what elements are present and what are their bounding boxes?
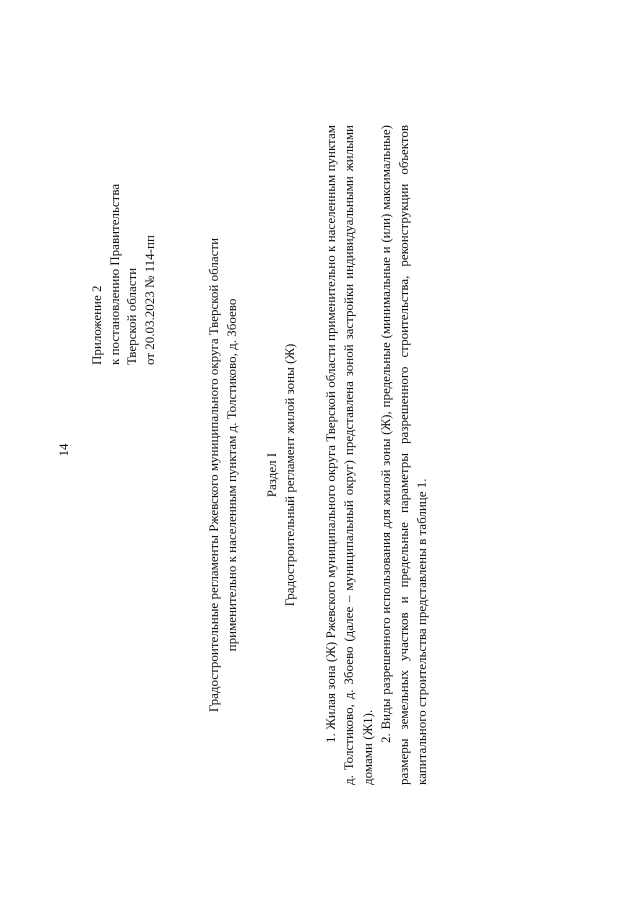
document-title: [205, 215, 241, 735]
paragraph-1: 1. Жилая зона (Ж) Ржевского муниципального округа Тверской области применительно к населенным пунктам д. Толстиково, д. Збоево (далее – муниципальный округ) представлена зоной застройки индивидуальными жилыми домами (Ж1).: [323, 125, 375, 785]
body-text: [322, 125, 432, 785]
appendix-line-4: от 20.03.2023 № 114-пп: [141, 235, 157, 365]
page-number: 14: [56, 443, 71, 457]
appendix-block: [88, 25, 158, 365]
appendix-line-1: Приложение 2: [89, 285, 104, 365]
title-line-1: Градостроительные регламенты Ржевского муниципального округа Тверской области: [206, 237, 221, 713]
paragraph-2: 2. Виды разрешенного использования для жилой зоны (Ж), предельные (минимальные и (или) максимальные) размеры земельных участков и предельные параметры разрешенного строительства, реконструкции объектов капитального строительства представлены в таблице 1.: [377, 125, 430, 785]
section-heading-block: [263, 215, 299, 735]
title-line-2: применительно к населенным пунктам д. Толстиково, д. Збоево: [224, 298, 239, 652]
appendix-line-3: Тверской области: [124, 267, 139, 365]
appendix-line-2: к постановлению Правительства: [106, 183, 122, 365]
section-subheading: Градостроительный регламент жилой зоны (Ж): [282, 343, 297, 607]
section-heading: Раздел I: [264, 452, 279, 498]
